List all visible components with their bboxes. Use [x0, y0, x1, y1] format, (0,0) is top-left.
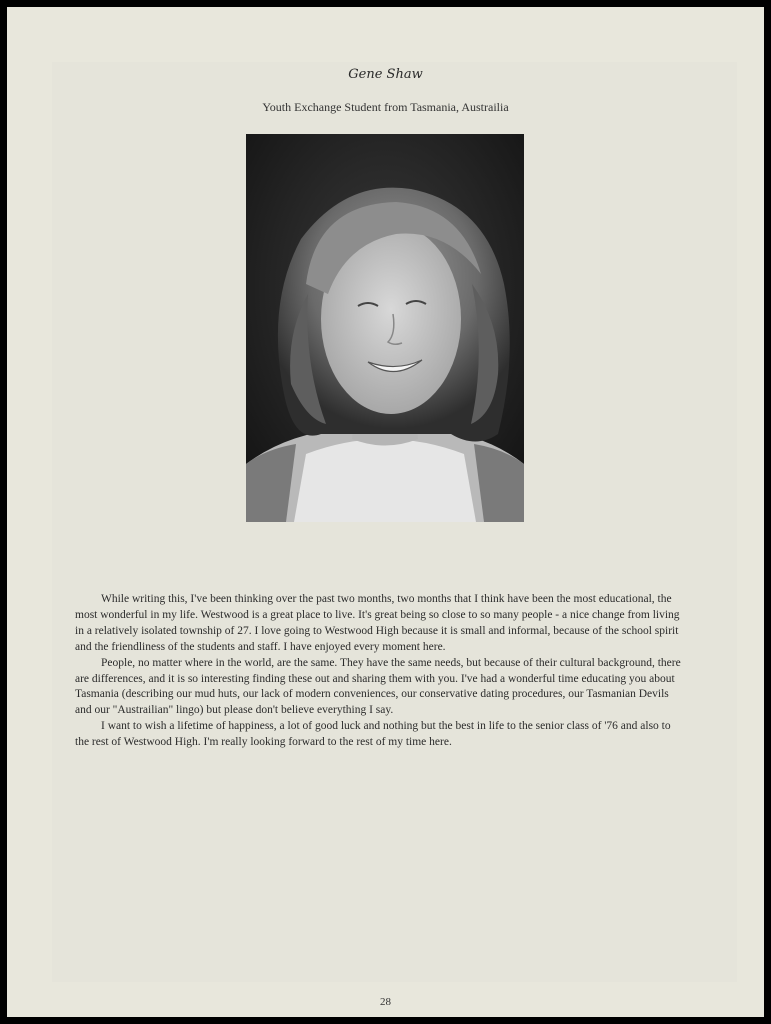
page-title: Gene Shaw — [348, 67, 423, 82]
essay-paragraph-3: I want to wish a lifetime of happiness, a lot of good luck and nothing but the best in life to the senior class of '76 and also to the rest of Westwood High. I'm really looking forward to the rest of my time here. — [75, 720, 671, 749]
portrait-photo — [246, 134, 524, 522]
essay-paragraph-2: People, no matter where in the world, are the same. They have the same needs, but because of their cultural background, there are differences, and it is so interesting finding these out and sharing them with you. I've had a wonderful time educating you about Tasmania (describing our mud huts, our lack of modern conveniences, our conservative dating procedures, our Tasmanian Devils and our "Austrailian" lingo) but please don't believe everything I say. — [75, 656, 681, 717]
page-subtitle: Youth Exchange Student from Tasmania, Austrailia — [262, 100, 509, 114]
essay-text — [75, 592, 687, 751]
essay-paragraph-1: While writing this, I've been thinking over the past two months, two months that I think have been the most educational, the most wonderful in my life. Westwood is a great place to live. It's great being so close to so many people - a nice change from living in a relatively isolated township of 27. I love going to Westwood High because it is small and informal, because of the school spirit and the friendliness of the students and staff. I have enjoyed every moment here. — [75, 593, 680, 653]
portrait-photo-icon — [246, 134, 524, 522]
yearbook-page — [7, 7, 764, 1017]
page-number: 28 — [380, 996, 391, 1008]
